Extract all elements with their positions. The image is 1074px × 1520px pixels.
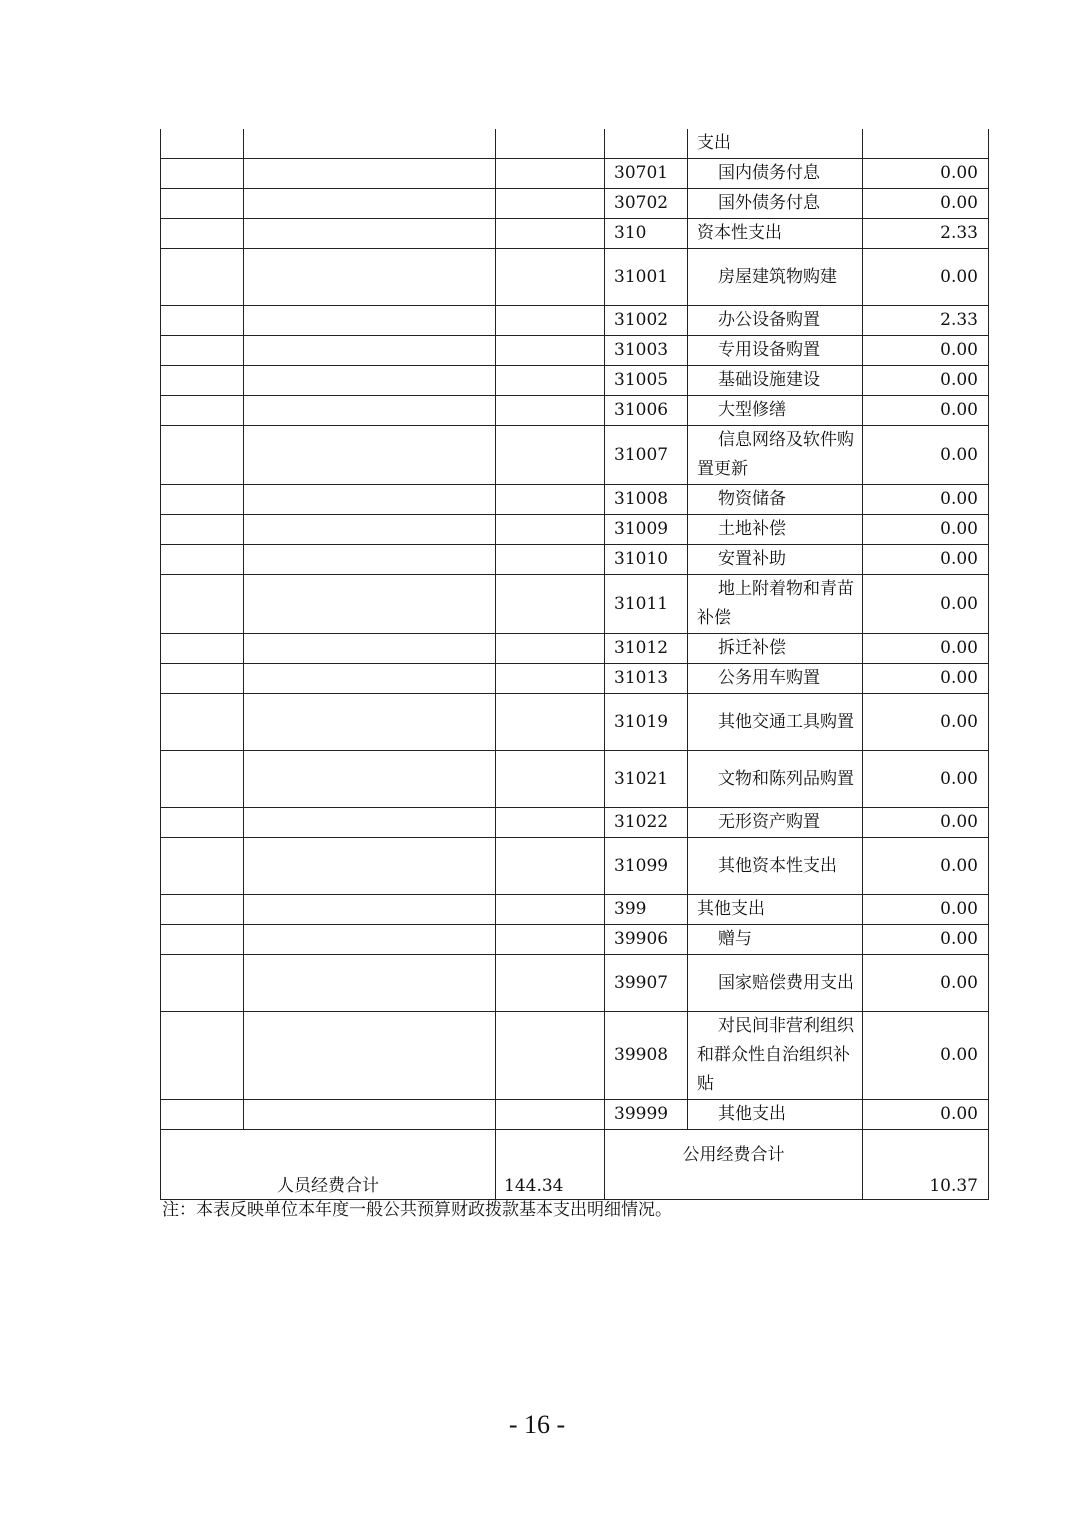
- economic-code-cell: 30702: [605, 189, 688, 219]
- table-row: [161, 694, 989, 751]
- item-name-cell: 安置补助: [688, 545, 863, 575]
- item-name-cell: 房屋建筑物购建: [688, 249, 863, 306]
- economic-code-cell: [605, 129, 688, 159]
- item-name-cell: 无形资产购置: [688, 808, 863, 838]
- table-row: [161, 515, 989, 545]
- item-name-cell: 支出: [688, 129, 863, 159]
- empty-cell: [496, 396, 605, 426]
- empty-cell: [161, 575, 244, 634]
- table-row: [161, 808, 989, 838]
- amount-cell: 0.00: [863, 545, 989, 575]
- empty-cell: [496, 515, 605, 545]
- empty-cell: [161, 159, 244, 189]
- amount-cell: 0.00: [863, 189, 989, 219]
- empty-cell: [244, 189, 496, 219]
- empty-cell: [244, 808, 496, 838]
- amount-cell: 0.00: [863, 838, 989, 895]
- empty-cell: [496, 426, 605, 485]
- economic-code-cell: 31099: [605, 838, 688, 895]
- economic-code-cell: 39999: [605, 1100, 688, 1130]
- table-footnote: 注：本表反映单位本年度一般公共预算财政拨款基本支出明细情况。: [162, 1200, 672, 1220]
- empty-cell: [496, 306, 605, 336]
- economic-code-cell: 31012: [605, 634, 688, 664]
- public-total-value: 10.37: [863, 1130, 989, 1200]
- economic-code-cell: 31019: [605, 694, 688, 751]
- public-total-label: 公用经费合计: [605, 1130, 863, 1200]
- table-row: [161, 634, 989, 664]
- empty-cell: [244, 955, 496, 1012]
- personnel-total-label: 人员经费合计: [161, 1130, 496, 1200]
- empty-cell: [161, 838, 244, 895]
- empty-cell: [496, 664, 605, 694]
- empty-cell: [161, 545, 244, 575]
- empty-cell: [244, 426, 496, 485]
- empty-cell: [161, 336, 244, 366]
- item-name-cell: 信息网络及软件购置更新: [688, 426, 863, 485]
- empty-cell: [496, 189, 605, 219]
- empty-cell: [496, 634, 605, 664]
- empty-cell: [496, 1012, 605, 1100]
- empty-cell: [244, 159, 496, 189]
- item-name-cell: 其他交通工具购置: [688, 694, 863, 751]
- economic-code-cell: 39907: [605, 955, 688, 1012]
- economic-code-cell: 399: [605, 895, 688, 925]
- empty-cell: [244, 396, 496, 426]
- amount-cell: 0.00: [863, 1012, 989, 1100]
- empty-cell: [244, 1012, 496, 1100]
- amount-cell: 0.00: [863, 366, 989, 396]
- empty-cell: [161, 485, 244, 515]
- table-body: [161, 129, 989, 1130]
- item-name-cell: 大型修缮: [688, 396, 863, 426]
- table-row: [161, 664, 989, 694]
- amount-cell: 0.00: [863, 1100, 989, 1130]
- empty-cell: [496, 895, 605, 925]
- table-row: [161, 895, 989, 925]
- empty-cell: [161, 426, 244, 485]
- amount-cell: 0.00: [863, 575, 989, 634]
- item-name-cell: 其他资本性支出: [688, 838, 863, 895]
- economic-code-cell: 31008: [605, 485, 688, 515]
- empty-cell: [244, 1100, 496, 1130]
- empty-cell: [496, 575, 605, 634]
- table-row: [161, 955, 989, 1012]
- empty-cell: [244, 219, 496, 249]
- empty-cell: [244, 336, 496, 366]
- empty-cell: [161, 129, 244, 159]
- empty-cell: [161, 1100, 244, 1130]
- empty-cell: [161, 306, 244, 336]
- amount-cell: 0.00: [863, 895, 989, 925]
- item-name-cell: 赠与: [688, 925, 863, 955]
- empty-cell: [244, 838, 496, 895]
- budget-expenditure-table: [160, 129, 989, 1200]
- empty-cell: [244, 515, 496, 545]
- economic-code-cell: 31021: [605, 751, 688, 808]
- economic-code-cell: 31003: [605, 336, 688, 366]
- empty-cell: [161, 1012, 244, 1100]
- item-name-cell: 资本性支出: [688, 219, 863, 249]
- economic-code-cell: 31006: [605, 396, 688, 426]
- table-row: [161, 925, 989, 955]
- empty-cell: [496, 366, 605, 396]
- item-name-cell: 拆迁补偿: [688, 634, 863, 664]
- empty-cell: [244, 249, 496, 306]
- page-number: - 16 -: [508, 1410, 566, 1439]
- item-name-cell: 国内债务付息: [688, 159, 863, 189]
- empty-cell: [244, 485, 496, 515]
- table-row: [161, 1100, 989, 1130]
- economic-code-cell: 31001: [605, 249, 688, 306]
- empty-cell: [244, 925, 496, 955]
- amount-cell: 0.00: [863, 925, 989, 955]
- item-name-cell: 国外债务付息: [688, 189, 863, 219]
- empty-cell: [161, 925, 244, 955]
- empty-cell: [161, 751, 244, 808]
- table-row: [161, 129, 989, 159]
- empty-cell: [244, 366, 496, 396]
- amount-cell: 0.00: [863, 336, 989, 366]
- empty-cell: [496, 129, 605, 159]
- table-row: [161, 485, 989, 515]
- empty-cell: [244, 664, 496, 694]
- economic-code-cell: 31013: [605, 664, 688, 694]
- table-row: [161, 306, 989, 336]
- table-row: [161, 545, 989, 575]
- amount-cell: 0.00: [863, 664, 989, 694]
- economic-code-cell: 39908: [605, 1012, 688, 1100]
- empty-cell: [496, 1100, 605, 1130]
- table-row: [161, 159, 989, 189]
- empty-cell: [496, 545, 605, 575]
- empty-cell: [161, 366, 244, 396]
- amount-cell: 0.00: [863, 694, 989, 751]
- amount-cell: 0.00: [863, 485, 989, 515]
- empty-cell: [161, 808, 244, 838]
- economic-code-cell: 31005: [605, 366, 688, 396]
- table-row: [161, 219, 989, 249]
- amount-cell: 0.00: [863, 515, 989, 545]
- empty-cell: [496, 838, 605, 895]
- empty-cell: [244, 751, 496, 808]
- empty-cell: [161, 694, 244, 751]
- item-name-cell: 文物和陈列品购置: [688, 751, 863, 808]
- amount-cell: [863, 129, 989, 159]
- empty-cell: [161, 895, 244, 925]
- amount-cell: 0.00: [863, 808, 989, 838]
- item-name-cell: 基础设施建设: [688, 366, 863, 396]
- empty-cell: [496, 955, 605, 1012]
- amount-cell: 0.00: [863, 955, 989, 1012]
- economic-code-cell: 39906: [605, 925, 688, 955]
- amount-cell: 0.00: [863, 751, 989, 808]
- table-row: [161, 366, 989, 396]
- economic-code-cell: 31010: [605, 545, 688, 575]
- economic-code-cell: 30701: [605, 159, 688, 189]
- empty-cell: [161, 396, 244, 426]
- item-name-cell: 公务用车购置: [688, 664, 863, 694]
- empty-cell: [244, 575, 496, 634]
- economic-code-cell: 31022: [605, 808, 688, 838]
- item-name-cell: 地上附着物和青苗补偿: [688, 575, 863, 634]
- empty-cell: [161, 189, 244, 219]
- personnel-total-value: 144.34: [496, 1130, 605, 1200]
- economic-code-cell: 31007: [605, 426, 688, 485]
- empty-cell: [244, 895, 496, 925]
- empty-cell: [161, 249, 244, 306]
- empty-cell: [496, 751, 605, 808]
- empty-cell: [496, 159, 605, 189]
- empty-cell: [161, 664, 244, 694]
- economic-code-cell: 31002: [605, 306, 688, 336]
- empty-cell: [496, 249, 605, 306]
- item-name-cell: 专用设备购置: [688, 336, 863, 366]
- economic-code-cell: 31011: [605, 575, 688, 634]
- empty-cell: [496, 925, 605, 955]
- empty-cell: [244, 545, 496, 575]
- table-row: [161, 249, 989, 306]
- table-row: [161, 751, 989, 808]
- item-name-cell: 其他支出: [688, 895, 863, 925]
- empty-cell: [496, 808, 605, 838]
- item-name-cell: 国家赔偿费用支出: [688, 955, 863, 1012]
- amount-cell: 2.33: [863, 219, 989, 249]
- table-row: [161, 336, 989, 366]
- empty-cell: [496, 219, 605, 249]
- empty-cell: [244, 694, 496, 751]
- totals-row: [161, 1130, 989, 1200]
- table-row: [161, 1012, 989, 1100]
- table-row: [161, 426, 989, 485]
- empty-cell: [161, 634, 244, 664]
- empty-cell: [161, 955, 244, 1012]
- amount-cell: 0.00: [863, 426, 989, 485]
- empty-cell: [496, 336, 605, 366]
- amount-cell: 0.00: [863, 159, 989, 189]
- amount-cell: 0.00: [863, 634, 989, 664]
- empty-cell: [496, 694, 605, 751]
- table-row: [161, 575, 989, 634]
- item-name-cell: 办公设备购置: [688, 306, 863, 336]
- economic-code-cell: 31009: [605, 515, 688, 545]
- empty-cell: [496, 485, 605, 515]
- empty-cell: [161, 515, 244, 545]
- empty-cell: [244, 634, 496, 664]
- amount-cell: 2.33: [863, 306, 989, 336]
- item-name-cell: 物资储备: [688, 485, 863, 515]
- item-name-cell: 土地补偿: [688, 515, 863, 545]
- empty-cell: [244, 306, 496, 336]
- economic-code-cell: 310: [605, 219, 688, 249]
- amount-cell: 0.00: [863, 249, 989, 306]
- table-row: [161, 838, 989, 895]
- table-row: [161, 189, 989, 219]
- empty-cell: [161, 219, 244, 249]
- amount-cell: 0.00: [863, 396, 989, 426]
- empty-cell: [244, 129, 496, 159]
- item-name-cell: 其他支出: [688, 1100, 863, 1130]
- table-row: [161, 396, 989, 426]
- item-name-cell: 对民间非营利组织和群众性自治组织补贴: [688, 1012, 863, 1100]
